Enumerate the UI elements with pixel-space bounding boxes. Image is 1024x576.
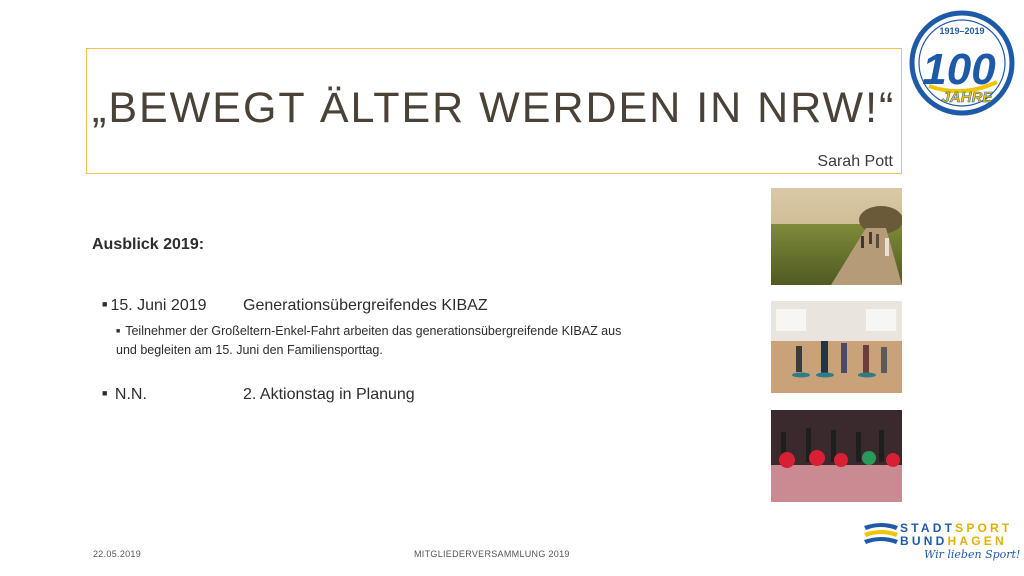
item-date: 15. Juni 2019 bbox=[110, 297, 207, 314]
photo-indoor-exercise bbox=[771, 301, 902, 393]
item-text: Generationsübergreifendes KIBAZ bbox=[243, 297, 488, 314]
club-logo-line1: STADTSPORT bbox=[900, 521, 1013, 535]
anniversary-logo bbox=[907, 6, 1017, 116]
item-text: 2. Aktionstag in Planung bbox=[243, 386, 415, 403]
outlook-heading: Ausblick 2019: bbox=[92, 236, 205, 253]
list-item bbox=[102, 386, 415, 404]
slide-title: „BEWEGT ÄLTER WERDEN IN NRW!“ bbox=[92, 84, 896, 132]
photo-walking-path bbox=[771, 188, 902, 285]
list-item bbox=[102, 297, 488, 315]
club-slogan: Wir lieben Sport! bbox=[924, 548, 1021, 561]
anniversary-years: 1919–2019 bbox=[939, 26, 985, 36]
footer-title: MITGLIEDERVERSAMMLUNG 2019 bbox=[414, 549, 570, 559]
club-logo-line2: BUNDHAGEN bbox=[900, 534, 1007, 548]
item-date: N.N. bbox=[114, 386, 147, 403]
photo-ball-exercise bbox=[771, 410, 902, 502]
bullet-square-icon: ■ bbox=[102, 388, 108, 398]
sub-item-text: Teilnehmer der Großeltern-Enkel-Fahrt arbeiten das generationsübergreifende KIBAZ aus und begleiten am 15. Juni den Familiensporttag. bbox=[116, 324, 622, 357]
footer-date: 22.05.2019 bbox=[93, 549, 142, 559]
anniversary-number: 100 bbox=[922, 45, 996, 94]
author-name: Sarah Pott bbox=[817, 153, 893, 170]
sub-list-item bbox=[116, 323, 636, 359]
bullet-square-icon: ■ bbox=[116, 328, 121, 335]
anniversary-word: JAHRE bbox=[941, 89, 993, 106]
bullet-square-icon: ■ bbox=[102, 299, 108, 309]
